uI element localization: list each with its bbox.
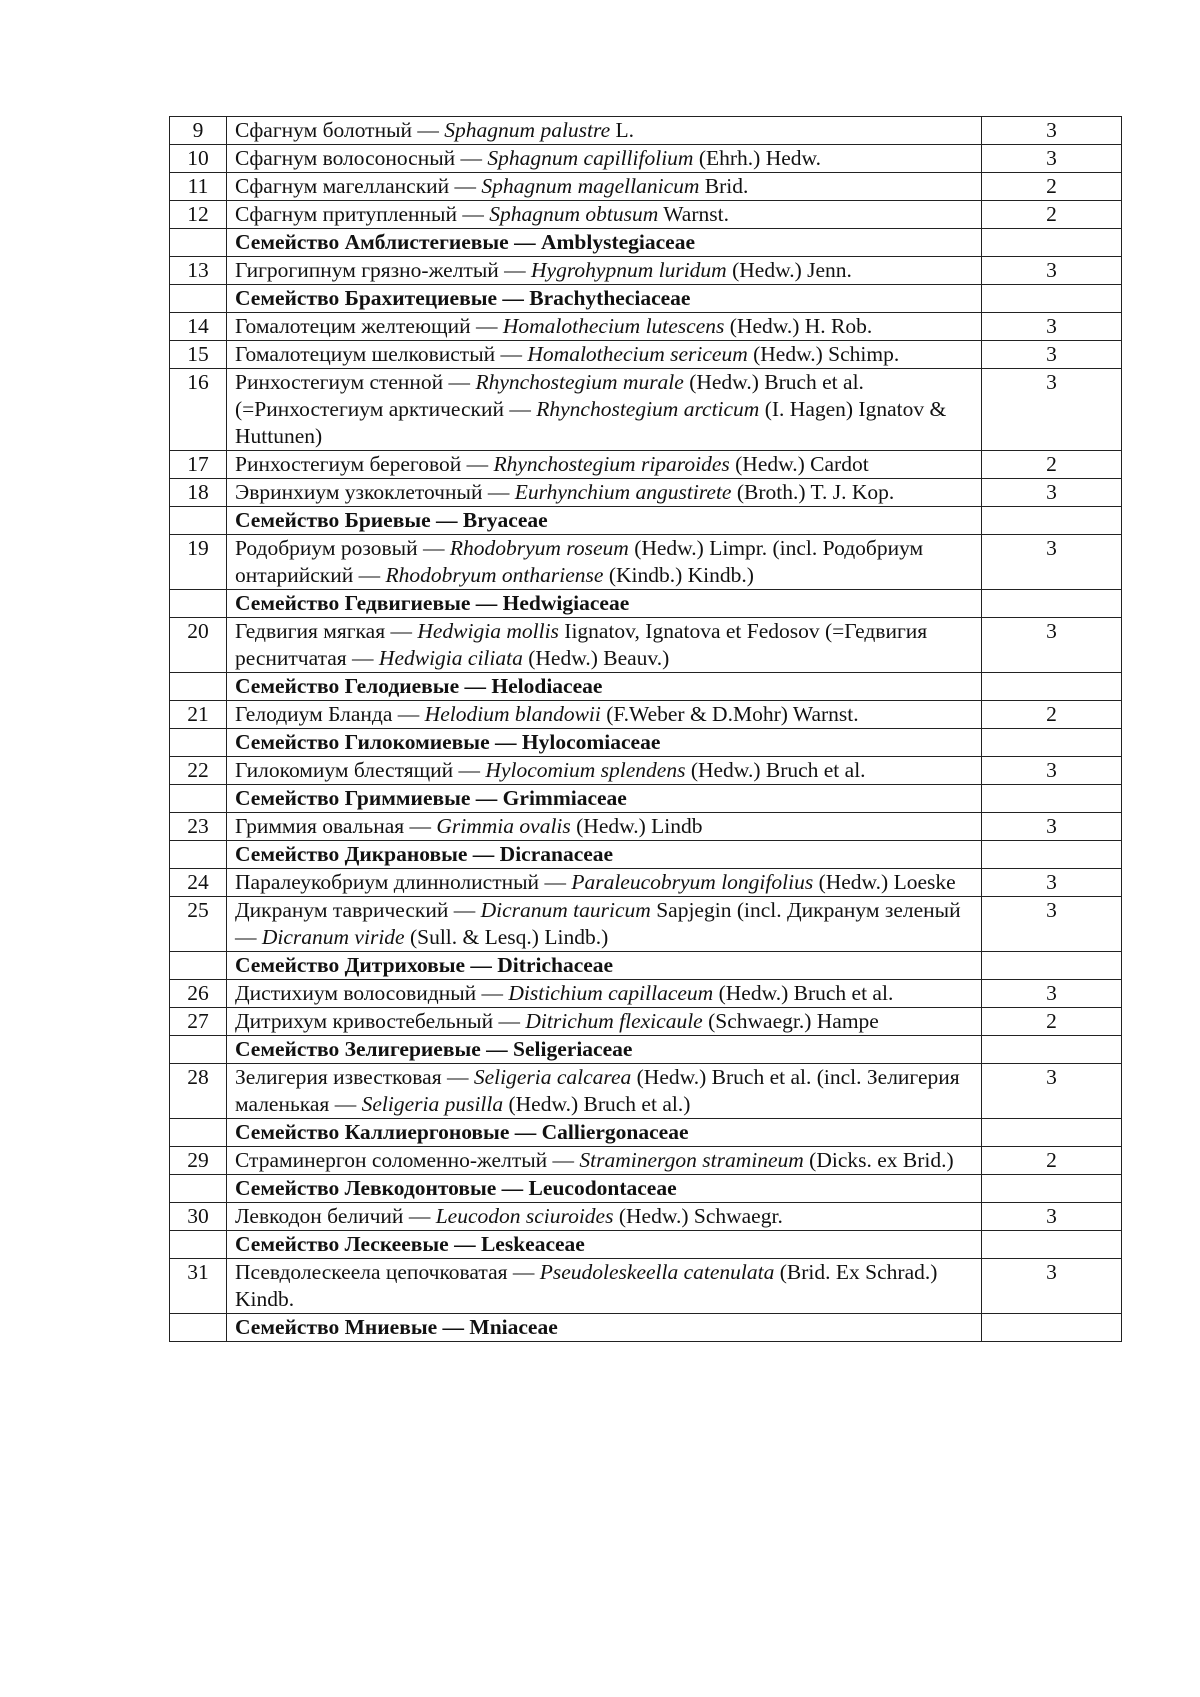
family-header-row xyxy=(170,785,1122,813)
species-row xyxy=(170,173,1122,201)
family-header-row xyxy=(170,1175,1122,1203)
rarity-category: 3 xyxy=(982,257,1122,285)
species-name xyxy=(227,897,982,952)
name-text: Гомалотециум шелковистый — xyxy=(235,342,528,366)
rarity-category: 3 xyxy=(982,1203,1122,1231)
name-text: Паралеукобриум длиннолистный — xyxy=(235,870,572,894)
rarity-category: 2 xyxy=(982,1008,1122,1036)
latin-name: Paraleucobryum longifolius xyxy=(571,870,814,894)
name-text: (Hedw.) Bruch et al. xyxy=(685,758,866,782)
name-text: Гелодиум Бланда — xyxy=(235,702,425,726)
species-table xyxy=(169,116,1122,1342)
species-name xyxy=(227,369,982,451)
rarity-category: 3 xyxy=(982,1259,1122,1314)
species-row xyxy=(170,369,1122,451)
status-cell xyxy=(982,729,1122,757)
name-text: (Schwaegr.) Hampe xyxy=(702,1009,879,1033)
status-cell xyxy=(982,507,1122,535)
rarity-category: 3 xyxy=(982,117,1122,145)
row-number: 12 xyxy=(170,201,227,229)
row-number-cell xyxy=(170,1314,227,1342)
family-header-row xyxy=(170,507,1122,535)
species-row xyxy=(170,117,1122,145)
row-number: 30 xyxy=(170,1203,227,1231)
name-text: (Hedw.) Bruch et al. (=Ринхостегиум арктический — xyxy=(235,370,864,421)
family-name: Семейство Бриевые — Bryaceae xyxy=(227,507,982,535)
status-cell xyxy=(982,673,1122,701)
name-text: (Hedw.) Schwaegr. xyxy=(613,1204,783,1228)
latin-name: Pseudoleskeella catenulata xyxy=(539,1260,775,1284)
species-name xyxy=(227,813,982,841)
row-number: 29 xyxy=(170,1147,227,1175)
family-name: Семейство Гриммиевые — Grimmiaceae xyxy=(227,785,982,813)
family-name: Семейство Лескеевые — Leskeaceae xyxy=(227,1231,982,1259)
species-name xyxy=(227,479,982,507)
name-text: Дитрихум кривостебельный — xyxy=(235,1009,526,1033)
rarity-category: 2 xyxy=(982,1147,1122,1175)
status-cell xyxy=(982,841,1122,869)
row-number-cell xyxy=(170,1175,227,1203)
latin-name: Hedwigia ciliata xyxy=(378,646,523,670)
row-number: 17 xyxy=(170,451,227,479)
name-text: Сфагнум притупленный — xyxy=(235,202,490,226)
status-cell xyxy=(982,590,1122,618)
name-text: Гедвигия мягкая — xyxy=(235,619,418,643)
name-text: Псевдолескеела цепочковатая — xyxy=(235,1260,540,1284)
name-text: (Hedw.) Schimp. xyxy=(747,342,900,366)
species-row xyxy=(170,313,1122,341)
latin-name: Homalothecium lutescens xyxy=(502,314,725,338)
species-row xyxy=(170,479,1122,507)
species-row xyxy=(170,451,1122,479)
status-cell xyxy=(982,229,1122,257)
name-text: Эвринхиум узкоклеточный — xyxy=(235,480,515,504)
name-text: L. xyxy=(610,118,635,142)
row-number: 21 xyxy=(170,701,227,729)
family-name: Семейство Дитриховые — Ditrichaceae xyxy=(227,952,982,980)
rarity-category: 2 xyxy=(982,451,1122,479)
family-header-row xyxy=(170,1036,1122,1064)
row-number: 31 xyxy=(170,1259,227,1314)
species-row xyxy=(170,1203,1122,1231)
species-row xyxy=(170,618,1122,673)
name-text: (Hedw.) Bruch et al. xyxy=(713,981,894,1005)
row-number: 28 xyxy=(170,1064,227,1119)
species-name xyxy=(227,1008,982,1036)
row-number-cell xyxy=(170,1036,227,1064)
name-text: (Hedw.) H. Rob. xyxy=(724,314,873,338)
row-number: 9 xyxy=(170,117,227,145)
name-text: Ринхостегиум береговой — xyxy=(235,452,494,476)
rarity-category: 3 xyxy=(982,145,1122,173)
name-text: Iignatov, Ignatova et Fedosov (=Гедвигия реснитчатая — xyxy=(235,619,928,670)
row-number-cell xyxy=(170,1119,227,1147)
name-text: (F.Weber & D.Mohr) Warnst. xyxy=(600,702,859,726)
latin-name: Rhodobryum onthariense xyxy=(385,563,604,587)
species-row xyxy=(170,341,1122,369)
family-name: Семейство Левкодонтовые — Leucodontaceae xyxy=(227,1175,982,1203)
row-number: 10 xyxy=(170,145,227,173)
name-text: Левкодон беличий — xyxy=(235,1204,436,1228)
species-row xyxy=(170,201,1122,229)
latin-name: Rhynchostegium arcticum xyxy=(536,397,760,421)
species-name xyxy=(227,257,982,285)
row-number-cell xyxy=(170,785,227,813)
name-text: Ринхостегиум стенной — xyxy=(235,370,476,394)
name-text: (Hedw.) Bruch et al. (incl. Зелигерия маленькая — xyxy=(235,1065,960,1116)
row-number-cell xyxy=(170,1231,227,1259)
rarity-category: 3 xyxy=(982,897,1122,952)
row-number: 18 xyxy=(170,479,227,507)
species-name xyxy=(227,1147,982,1175)
row-number-cell xyxy=(170,673,227,701)
family-header-row xyxy=(170,729,1122,757)
family-name: Семейство Зелигериевые — Seligeriaceae xyxy=(227,1036,982,1064)
rarity-category: 3 xyxy=(982,369,1122,451)
rarity-category: 3 xyxy=(982,813,1122,841)
rarity-category: 3 xyxy=(982,757,1122,785)
family-header-row xyxy=(170,952,1122,980)
species-row xyxy=(170,1008,1122,1036)
name-text: (Broth.) T. J. Kop. xyxy=(731,480,895,504)
name-text: Сфагнум волосоносный — xyxy=(235,146,488,170)
name-text: (Hedw.) Beauv.) xyxy=(522,646,670,670)
family-name: Семейство Брахитециевые — Brachytheciaceae xyxy=(227,285,982,313)
rarity-category: 2 xyxy=(982,173,1122,201)
latin-name: Leucodon sciuroides xyxy=(435,1204,614,1228)
latin-name: Homalothecium sericeum xyxy=(527,342,748,366)
row-number: 24 xyxy=(170,869,227,897)
family-header-row xyxy=(170,1314,1122,1342)
row-number-cell xyxy=(170,841,227,869)
latin-name: Hedwigia mollis xyxy=(417,619,559,643)
row-number-cell xyxy=(170,285,227,313)
family-name: Семейство Гилокомиевые — Hylocomiaceae xyxy=(227,729,982,757)
rarity-category: 3 xyxy=(982,535,1122,590)
species-row xyxy=(170,757,1122,785)
family-name: Семейство Гелодиевые — Helodiaceae xyxy=(227,673,982,701)
rarity-category: 3 xyxy=(982,341,1122,369)
species-row xyxy=(170,897,1122,952)
status-cell xyxy=(982,1175,1122,1203)
species-name xyxy=(227,980,982,1008)
name-text: Сфагнум болотный — xyxy=(235,118,445,142)
row-number: 27 xyxy=(170,1008,227,1036)
row-number: 19 xyxy=(170,535,227,590)
latin-name: Grimmia ovalis xyxy=(436,814,571,838)
family-header-row xyxy=(170,841,1122,869)
rarity-category: 2 xyxy=(982,701,1122,729)
species-name xyxy=(227,173,982,201)
species-name xyxy=(227,757,982,785)
latin-name: Eurhynchium angustirete xyxy=(514,480,732,504)
species-name xyxy=(227,701,982,729)
family-name: Семейство Дикрановые — Dicranaceae xyxy=(227,841,982,869)
name-text: Гилокомиум блестящий — xyxy=(235,758,486,782)
name-text: Дикранум таврический — xyxy=(235,898,481,922)
latin-name: Straminergon stramineum xyxy=(579,1148,804,1172)
latin-name: Sphagnum capillifolium xyxy=(487,146,694,170)
species-row xyxy=(170,1147,1122,1175)
rarity-category: 3 xyxy=(982,1064,1122,1119)
name-text: (Dicks. ex Brid.) xyxy=(803,1148,954,1172)
species-name xyxy=(227,313,982,341)
latin-name: Dicranum tauricum xyxy=(480,898,651,922)
status-cell xyxy=(982,952,1122,980)
species-row xyxy=(170,869,1122,897)
row-number: 26 xyxy=(170,980,227,1008)
rarity-category: 3 xyxy=(982,980,1122,1008)
name-text: (Hedw.) Jenn. xyxy=(726,258,852,282)
status-cell xyxy=(982,1036,1122,1064)
status-cell xyxy=(982,1231,1122,1259)
latin-name: Sphagnum magellanicum xyxy=(481,174,700,198)
name-text: (Ehrh.) Hedw. xyxy=(693,146,822,170)
name-text: Страминергон соломенно-желтый — xyxy=(235,1148,580,1172)
species-row xyxy=(170,535,1122,590)
species-name xyxy=(227,1064,982,1119)
latin-name: Seligeria pusilla xyxy=(361,1092,504,1116)
row-number: 11 xyxy=(170,173,227,201)
family-header-row xyxy=(170,590,1122,618)
species-name xyxy=(227,1259,982,1314)
latin-name: Rhodobryum roseum xyxy=(449,536,629,560)
row-number: 25 xyxy=(170,897,227,952)
latin-name: Rhynchostegium riparoides xyxy=(493,452,730,476)
status-cell xyxy=(982,285,1122,313)
row-number: 23 xyxy=(170,813,227,841)
family-name: Семейство Мниевые — Mniaceae xyxy=(227,1314,982,1342)
rarity-category: 3 xyxy=(982,618,1122,673)
latin-name: Sphagnum obtusum xyxy=(489,202,659,226)
species-table-body xyxy=(170,117,1122,1342)
species-name xyxy=(227,869,982,897)
species-name xyxy=(227,201,982,229)
name-text: Sapjegin (incl. Дикранум зеленый — xyxy=(235,898,961,949)
name-text: (Hedw.) Lindb xyxy=(570,814,703,838)
name-text: Гриммия овальная — xyxy=(235,814,437,838)
species-row xyxy=(170,701,1122,729)
family-name: Семейство Каллиергоновые — Calliergonaceae xyxy=(227,1119,982,1147)
row-number-cell xyxy=(170,952,227,980)
name-text: (Sull. & Lesq.) Lindb.) xyxy=(404,925,609,949)
species-row xyxy=(170,1259,1122,1314)
name-text: Гигрогипнум грязно-желтый — xyxy=(235,258,532,282)
name-text: Brid. xyxy=(699,174,749,198)
name-text: (Hedw.) Limpr. (incl. Родобриум онтарийский — xyxy=(235,536,924,587)
species-name xyxy=(227,535,982,590)
family-header-row xyxy=(170,285,1122,313)
species-name xyxy=(227,618,982,673)
name-text: (Brid. Ex Schrad.) Kindb. xyxy=(235,1260,938,1311)
name-text: (Kindb.) Kindb.) xyxy=(603,563,754,587)
species-name xyxy=(227,341,982,369)
family-name: Семейство Амблистегиевые — Amblystegiaceae xyxy=(227,229,982,257)
latin-name: Sphagnum palustre xyxy=(444,118,611,142)
status-cell xyxy=(982,785,1122,813)
family-header-row xyxy=(170,1231,1122,1259)
latin-name: Hygrohypnum luridum xyxy=(531,258,727,282)
name-text: Warnst. xyxy=(658,202,729,226)
rarity-category: 2 xyxy=(982,201,1122,229)
status-cell xyxy=(982,1119,1122,1147)
row-number: 22 xyxy=(170,757,227,785)
name-text: (Hedw.) Cardot xyxy=(729,452,869,476)
rarity-category: 3 xyxy=(982,313,1122,341)
name-text: (Hedw.) Bruch et al.) xyxy=(503,1092,691,1116)
species-name xyxy=(227,451,982,479)
family-name: Семейство Гедвигиевые — Hedwigiaceae xyxy=(227,590,982,618)
family-header-row xyxy=(170,1119,1122,1147)
name-text: Сфагнум магелланский — xyxy=(235,174,482,198)
name-text: Дистихиум волосовидный — xyxy=(235,981,509,1005)
latin-name: Rhynchostegium murale xyxy=(475,370,684,394)
latin-name: Seligeria calcarea xyxy=(473,1065,632,1089)
species-row xyxy=(170,145,1122,173)
family-header-row xyxy=(170,229,1122,257)
row-number-cell xyxy=(170,229,227,257)
row-number: 14 xyxy=(170,313,227,341)
name-text: Гомалотецим желтеющий — xyxy=(235,314,503,338)
species-name xyxy=(227,145,982,173)
name-text: Родобриум розовый — xyxy=(235,536,450,560)
row-number: 13 xyxy=(170,257,227,285)
row-number: 15 xyxy=(170,341,227,369)
latin-name: Ditrichum flexicaule xyxy=(525,1009,703,1033)
species-row xyxy=(170,1064,1122,1119)
species-name xyxy=(227,1203,982,1231)
latin-name: Hylocomium splendens xyxy=(485,758,686,782)
species-name xyxy=(227,117,982,145)
row-number: 16 xyxy=(170,369,227,451)
species-row xyxy=(170,980,1122,1008)
name-text: (Hedw.) Loeske xyxy=(813,870,956,894)
latin-name: Helodium blandowii xyxy=(424,702,601,726)
latin-name: Distichium capillaceum xyxy=(508,981,714,1005)
name-text: (I. Hagen) Ignatov & Huttunen) xyxy=(235,397,947,448)
row-number-cell xyxy=(170,729,227,757)
family-header-row xyxy=(170,673,1122,701)
rarity-category: 3 xyxy=(982,479,1122,507)
species-row xyxy=(170,257,1122,285)
row-number: 20 xyxy=(170,618,227,673)
row-number-cell xyxy=(170,507,227,535)
status-cell xyxy=(982,1314,1122,1342)
row-number-cell xyxy=(170,590,227,618)
latin-name: Dicranum viride xyxy=(261,925,405,949)
species-row xyxy=(170,813,1122,841)
rarity-category: 3 xyxy=(982,869,1122,897)
name-text: Зелигерия известковая — xyxy=(235,1065,474,1089)
